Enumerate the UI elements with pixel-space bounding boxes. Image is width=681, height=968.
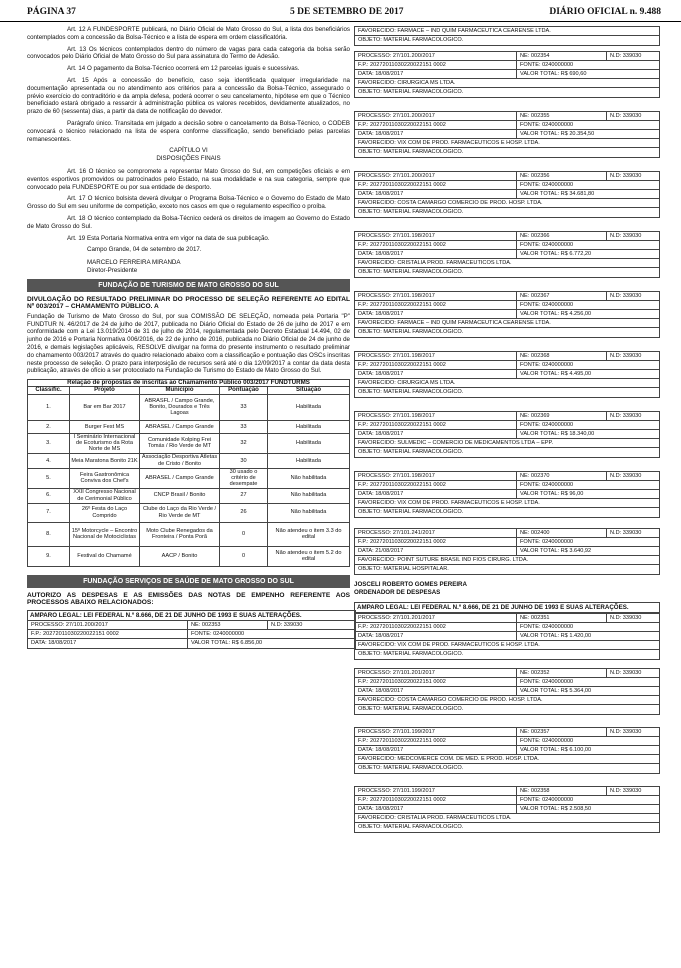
- cell-municipio: Associação Desportiva Atletas de Cristo / Bonito: [140, 453, 220, 468]
- fp: F.P.: 20272011030220022151 0002: [355, 538, 517, 546]
- article-19: Art. 19 Esta Portaria Normativa entra em vigor na data de sua publicação.: [67, 234, 270, 242]
- expense-block: [354, 727, 660, 774]
- ordenador-signature: [354, 581, 660, 596]
- favorecido: FAVORECIDO: VIX COM DE PROD. FARMACEUTICOS E HOSP. LTDA.: [358, 140, 540, 146]
- article-17: Art. 17 O técnico bolsista deverá divulgar o Programa Bolsa-Técnico e o Governo do Estado de Mato Grosso do Sul em seu uniforme de competição, exceto nos casos em que o regulamento específico o proíba.: [27, 195, 350, 211]
- fonte: FONTE: 0240000000: [520, 122, 574, 128]
- expense-blocks-a: [354, 51, 660, 458]
- col-classific: Classific.: [28, 387, 70, 394]
- fonte: FONTE: 0240000000: [520, 242, 574, 248]
- article-13: Art. 13 Os técnicos contemplados dentro do número de vagas para cada categoria da bolsa serão convocados pelo Diário Oficial de Mato Grosso do Sul para assinatura do Termo de Adesão.: [27, 45, 350, 61]
- ne: NE: 002400: [517, 529, 607, 537]
- objeto: OBJETO: MATERIAL FARMACOLOGICO.: [358, 389, 464, 395]
- valor-total: VALOR TOTAL: R$ 4.495,00: [520, 371, 592, 377]
- section-funsau: FUNDAÇÃO SERVIÇOS DE SAÚDE DE MATO GROSSO DO SUL: [27, 575, 350, 588]
- favorecido: FAVORECIDO: VIX COM DE PROD. FARMACEUTICOS E HOSP. LTDA.: [358, 500, 540, 506]
- table-row: [28, 433, 350, 453]
- valor-total: VALOR TOTAL: R$ 18.340,00: [520, 431, 595, 437]
- left-column: [27, 26, 350, 649]
- favorecido: FAVORECIDO: SULMEDIC – COMERCIO DE MEDICAMENTOS LTDA – EPP.: [358, 440, 554, 446]
- ne: NE: 002355: [517, 112, 607, 120]
- article-15: Art. 15 Após a concessão do benefício, caso seja identificada qualquer irregularidade na documentação apresentada ou no atendimento aos critérios para a concessão da Bolsa-Técnico, assegurado o prévio exercício do contraditório e da ampla defesa, poderá ocorrer o seu cancelamento, hipótese em que o Técnico beneficiado estará obrigado a ressarcir à administração pública os valores recebidos, devidamente atualizados, no prazo de 60 (sessenta) dias, a partir da data de notificação do devedor.: [27, 76, 350, 116]
- nd: N.D: 339030: [610, 53, 642, 59]
- valor-total: VALOR TOTAL: R$ 34.681,80: [520, 191, 595, 197]
- cell-classific: 1.: [28, 394, 70, 420]
- right-column: [354, 26, 660, 833]
- cell-pontuacao: 26: [220, 503, 268, 522]
- cell-situacao: Não habilitada: [268, 488, 350, 503]
- fp: F.P.: 20272011030220022151 0002: [355, 678, 517, 686]
- processo: PROCESSO: 27/101.200/2017: [355, 112, 517, 120]
- cell-municipio: ABRASEL / Campo Grande: [140, 468, 220, 488]
- fp: F.P.: 20272011030220022151 0002: [355, 361, 517, 369]
- cell-municipio: ABRASEL / Campo Grande: [140, 420, 220, 433]
- cell-classific: 9.: [28, 546, 70, 566]
- cell-pontuacao: 33: [220, 394, 268, 420]
- objeto: OBJETO: MATERIAL FARMACOLOGICO.: [358, 37, 464, 43]
- ne: NE: 002354: [517, 52, 607, 60]
- cell-projeto: XXII Congresso Nacional de Cerimonial Público: [70, 488, 140, 503]
- objeto: OBJETO: MATERIAL FARMACOLOGICO.: [358, 765, 464, 772]
- cell-projeto: Meia Maratona Bonito 21K: [70, 453, 140, 468]
- valor-total: VALOR TOTAL: R$ 6.772,20: [520, 251, 592, 257]
- ne: NE: 002357: [517, 728, 607, 736]
- expense-block: [354, 613, 660, 660]
- fonte: FONTE: 0240000000: [520, 797, 574, 804]
- fonte: FONTE: 0240000000: [520, 62, 574, 68]
- cell-situacao: Habilitada: [268, 433, 350, 453]
- nd: N.D: 339030: [610, 788, 642, 795]
- expense-block: [354, 471, 660, 518]
- paragraph-unico: Parágrafo único. Transitada em julgado a decisão sobre o cancelamento da Bolsa-Técnico, o CODEB convocará o técnico relacionado na lista de espera conforme classificação, sendo beneficiado pelas parcelas remanescentes.: [27, 119, 350, 143]
- fp: F.P.: 20272011030220022151 0002: [355, 121, 517, 129]
- nd: N.D: 339030: [610, 413, 642, 419]
- processo: PROCESSO: 27/101.199/2017: [355, 728, 517, 736]
- fp: F.P.: 20272011030220022151 0002: [355, 623, 517, 631]
- objeto: OBJETO: MATERIAL FARMACOLOGICO.: [358, 824, 464, 831]
- ne: NE: 002351: [517, 614, 607, 622]
- objeto: OBJETO: MATERIAL FARMACOLOGICO.: [358, 329, 464, 335]
- valor-total: VALOR TOTAL: R$ 20.354,50: [520, 131, 595, 137]
- signer-name: MARCELO FERREIRA MIRANDA: [87, 259, 181, 267]
- authorization-text: AUTORIZO AS DESPESAS E AS EMISSÕES DAS NOTAS DE EMPENHO REFERENTE AOS PROCESSOS ABAIXO RELACIONADOS:: [27, 591, 350, 607]
- expense-block: [354, 231, 660, 278]
- fp: F.P.: 20272011030220022151 0002: [355, 796, 517, 804]
- data: DATA: 18/08/2017: [355, 190, 517, 198]
- processo: PROCESSO: 27/101.198/2017: [355, 412, 517, 420]
- signer-name: JOSCELI ROBERTO GOMES PEREIRA: [354, 581, 467, 588]
- favorecido: FAVORECIDO: POINT SUTURE BRASIL IND FIOS CIRURG. LTDA.: [358, 557, 529, 563]
- valor-total: VALOR TOTAL: R$ 690,60: [520, 71, 587, 77]
- cell-projeto: Burger Fest MS: [70, 420, 140, 433]
- objeto: OBJETO: MATERIAL FARMACOLOGICO.: [358, 706, 464, 713]
- cell-projeto: Feira Gastronômica Conviva dos Chef's: [70, 468, 140, 488]
- ne: NE: 002356: [517, 172, 607, 180]
- valor-total: VALOR TOTAL: R$ 6.856,00: [191, 639, 263, 646]
- objeto: OBJETO: MATERIAL FARMACOLOGICO.: [358, 209, 464, 215]
- expense-block: [354, 111, 660, 158]
- expense-block: [354, 171, 660, 218]
- data: DATA: 18/08/2017: [355, 430, 517, 438]
- notice-body: Fundação de Turismo de Mato Grosso do Sul, por sua COMISSÃO DE SELEÇÃO, nomeada pela Portaria "P" FUNDTUR N. 46/2017 de 24 de julho de 2017, publicada no Diário Oficial do Estado de 26 de julho de 2017 e em conformidade com a Lei 13.019/2014 de 31 de julho de 2014, regulamentada pelo Decreto Estadual 14.494, 02 de junho de 2016 e Portaria Normativa 006/2016, de 22 de junho de 2016, publicada no Diário Oficial de 24 de junho de 2016, e demais legislações aplicáveis, RESOLVE divulgar na forma do presente instrumento o resultado preliminar do chamamento 003/2017 através do quadro relacionado abaixo com a classificação e pontuação das OSCs inscritas neste processo de seleção. O prazo para interposição de recursos será até o dia 12/09/2017 a contar da data desta publicação, através de ofício a ser protocolado na Fundação de Turismo do Estado de Mato Grosso do Sul.: [27, 312, 350, 375]
- processo: PROCESSO: 27/101.199/2017: [355, 787, 517, 795]
- cell-situacao: Habilitada: [268, 394, 350, 420]
- objeto: OBJETO: MATERIAL FARMACOLOGICO.: [358, 509, 464, 515]
- col-situacao: Situação: [268, 387, 350, 394]
- nd: N.D: 339030: [610, 173, 642, 179]
- cell-pontuacao: 0: [220, 546, 268, 566]
- valor-total: VALOR TOTAL: R$ 1.420,00: [520, 633, 592, 640]
- processo: PROCESSO: 27/101.198/2017: [355, 352, 517, 360]
- favorecido: FAVORECIDO: CIRURGICA MS LTDA.: [358, 380, 456, 386]
- valor-total: VALOR TOTAL: R$ 6.100,00: [520, 747, 592, 754]
- fonte: FONTE: 0240000000: [520, 422, 574, 428]
- data: DATA: 18/08/2017: [355, 687, 517, 695]
- nd: N.D: 339030: [610, 293, 642, 299]
- cell-classific: 7.: [28, 503, 70, 522]
- expense-block: [354, 786, 660, 833]
- data: DATA: 18/08/2017: [355, 805, 517, 813]
- ne: NE: 002368: [517, 352, 607, 360]
- processo: PROCESSO: 27/101.201/2017: [355, 669, 517, 677]
- cell-classific: 4.: [28, 453, 70, 468]
- cell-municipio: AACP / Bonito: [140, 546, 220, 566]
- favorecido: FAVORECIDO: CRISTALIA PROD. FARMACEUTICOS LTDA.: [358, 815, 512, 822]
- fonte: FONTE: 0240000000: [520, 539, 574, 545]
- expense-block: [354, 411, 660, 458]
- valor-total: VALOR TOTAL: R$ 4.256,00: [520, 311, 592, 317]
- cell-pontuacao: 30 usado o critério de desempate: [220, 468, 268, 488]
- valor-total: VALOR TOTAL: R$ 2.508,50: [520, 806, 592, 813]
- expense-block: [354, 668, 660, 715]
- table-row: [28, 420, 350, 433]
- favorecido: FAVORECIDO: FARMACE – IND QUIM FARMACEUTICA CEARENSE LTDA.: [358, 28, 551, 34]
- cell-projeto: 26º Festa do Laço Comprido: [70, 503, 140, 522]
- table-row: [28, 503, 350, 522]
- nd: N.D: 339030: [610, 353, 642, 359]
- expense-block: [354, 291, 660, 338]
- cell-pontuacao: 32: [220, 433, 268, 453]
- fonte: FONTE: 0240000000: [191, 630, 245, 637]
- data: DATA: 18/08/2017: [355, 310, 517, 318]
- place-date: Campo Grande, 04 de setembro de 2017.: [87, 246, 202, 254]
- favorecido: FAVORECIDO: COSTA CAMARGO COMERCIO DE PROD. HOSP. LTDA.: [358, 200, 543, 206]
- cell-situacao: Não atendeu o item 5.2 do edital: [268, 546, 350, 566]
- cell-pontuacao: 33: [220, 420, 268, 433]
- objeto: OBJETO: MATERIAL HOSPITALAR.: [358, 566, 449, 572]
- processo: PROCESSO: 27/101.200/2017: [355, 52, 517, 60]
- amparo-legal: AMPARO LEGAL: LEI FEDERAL N.º 8.666, DE 21 DE JUNHO DE 1993 E SUAS ALTERAÇÕES.: [355, 603, 659, 613]
- cell-classific: 5.: [28, 468, 70, 488]
- cell-situacao: Não habilitada: [268, 468, 350, 488]
- objeto: OBJETO: MATERIAL FARMACOLOGICO.: [358, 449, 464, 455]
- ne: NE: 002370: [517, 472, 607, 480]
- objeto: OBJETO: MATERIAL FARMACOLOGICO.: [358, 89, 464, 95]
- fonte: FONTE: 0240000000: [520, 679, 574, 686]
- data: DATA: 18/08/2017: [28, 639, 188, 648]
- processo: PROCESSO: 27/101.241/2017: [355, 529, 517, 537]
- valor-total: VALOR TOTAL: R$ 5.364,00: [520, 688, 592, 695]
- signer-role: Diretor-Presidente: [87, 266, 138, 274]
- nd: N.D: 339030: [610, 670, 642, 677]
- article-16: Art. 16 O técnico se compromete a representar Mato Grosso do Sul, em competições oficiais e em eventos esportivos promovidos ou patrocinados pelo Estado, na sua modalidade e na sua categoria, sempre que convocado pela FUNDESPORTE ou por sua entidade de desporto.: [27, 167, 350, 191]
- article-14: Art. 14 O pagamento da Bolsa-Técnico ocorrerá em 12 parcelas iguais e sucessivas.: [67, 65, 300, 73]
- favorecido: FAVORECIDO: MEDCOMERCE COM. DE MED. E PROD. HOSP. LTDA.: [358, 756, 540, 763]
- fonte: FONTE: 0240000000: [520, 624, 574, 631]
- nd: N.D: 339030: [610, 473, 642, 479]
- table-row: [28, 453, 350, 468]
- notice-title: DIVULGAÇÃO DO RESULTADO PRELIMINAR DO PROCESSO DE SELEÇÃO REFERENTE AO EDITAL Nº 003/2017 – CHAMAMENTO PÚBLICO. A: [27, 295, 350, 311]
- cell-classific: 6.: [28, 488, 70, 503]
- cell-situacao: Habilitada: [268, 420, 350, 433]
- fp: F.P.: 20272011030220022151 0002: [355, 301, 517, 309]
- fonte: FONTE: 0240000000: [520, 182, 574, 188]
- cell-classific: 8.: [28, 522, 70, 546]
- favorecido: FAVORECIDO: CIRURGICA MS LTDA.: [358, 80, 456, 86]
- page-date: 5 DE SETEMBRO DE 2017: [290, 7, 404, 17]
- page-header: [0, 0, 681, 22]
- data: DATA: 18/08/2017: [355, 370, 517, 378]
- fp: F.P.: 20272011030220022151 0002: [355, 737, 517, 745]
- ne: NE: 002366: [517, 232, 607, 240]
- col-municipio: Município: [140, 387, 220, 394]
- fp: F.P.: 20272011030220022151 0002: [355, 61, 517, 69]
- ne: NE: 002352: [517, 669, 607, 677]
- amparo-box: [354, 602, 660, 613]
- fp: F.P.: 20272011030220022151 0002: [28, 630, 188, 638]
- favorecido: FAVORECIDO: CRISTALIA PROD. FARMACEUTICOS LTDA.: [358, 260, 512, 266]
- fonte: FONTE: 0240000000: [520, 362, 574, 368]
- cell-projeto: I Seminário Internacional de Ecoturismo da Rota Norte de MS: [70, 433, 140, 453]
- processo: PROCESSO: 27/101.198/2017: [355, 232, 517, 240]
- cell-municipio: Clube do Laço da Rio Verde / Rio Verde de MT: [140, 503, 220, 522]
- favorecido: FAVORECIDO: COSTA CAMARGO COMERCIO DE PROD. HOSP. LTDA.: [358, 697, 543, 704]
- chapter-title: DISPOSIÇÕES FINAIS: [156, 155, 221, 163]
- cell-situacao: Habilitada: [268, 453, 350, 468]
- nd: N.D: 339030: [610, 530, 642, 536]
- page-number: PÁGINA 37: [27, 7, 76, 17]
- objeto: OBJETO: MATERIAL FARMACOLOGICO.: [358, 651, 464, 658]
- fp: F.P.: 20272011030220022151 0002: [355, 181, 517, 189]
- valor-total: VALOR TOTAL: R$ 96,00: [520, 491, 584, 497]
- fonte: FONTE: 0240000000: [520, 482, 574, 488]
- proposals-table: [27, 379, 350, 566]
- favorecido: FAVORECIDO: VIX COM DE PROD. FARMACEUTICOS E HOSP. LTDA.: [358, 642, 540, 649]
- valor-total: VALOR TOTAL: R$ 3.640,92: [520, 548, 592, 554]
- expense-block: [354, 528, 660, 575]
- data: DATA: 18/08/2017: [355, 70, 517, 78]
- objeto: OBJETO: MATERIAL FARMACOLOGICO.: [358, 269, 464, 275]
- data: DATA: 18/08/2017: [355, 746, 517, 754]
- ne: NE: 002367: [517, 292, 607, 300]
- table-row: [28, 522, 350, 546]
- data: DATA: 18/08/2017: [355, 130, 517, 138]
- cell-pontuacao: 27: [220, 488, 268, 503]
- amparo-legal: AMPARO LEGAL: LEI FEDERAL N.º 8.666, DE 21 DE JUNHO DE 1993 E SUAS ALTERAÇÕES.: [28, 611, 355, 621]
- legal-box: [27, 610, 356, 649]
- fonte: FONTE: 0240000000: [520, 302, 574, 308]
- expense-blocks-b: [354, 471, 660, 575]
- objeto: OBJETO: MATERIAL FARMACOLOGICO.: [358, 149, 464, 155]
- chapter-number: CAPÍTULO VI: [169, 147, 208, 155]
- processo: PROCESSO: 27/101.201/2017: [355, 614, 517, 622]
- expense-block: [354, 351, 660, 398]
- ne: NE: 002358: [517, 787, 607, 795]
- cell-projeto: Festival do Chamamé: [70, 546, 140, 566]
- section-fundtur: FUNDAÇÃO DE TURISMO DE MATO GROSSO DO SUL: [27, 279, 350, 292]
- col-projeto: Projeto: [70, 387, 140, 394]
- fonte: FONTE: 0240000000: [520, 738, 574, 745]
- fp: F.P.: 20272011030220022151 0002: [355, 241, 517, 249]
- cell-situacao: Não atendeu o item 3.3 do edital: [268, 522, 350, 546]
- article-12: Art. 12 A FUNDESPORTE publicará, no Diário Oficial de Mato Grosso do Sul, a lista dos beneficiários contemplados com a concessão da Bolsa-Técnico e a lista de espera em ordem classificatória.: [27, 26, 350, 41]
- cell-projeto: Bar em Bar 2017: [70, 394, 140, 420]
- signer-role: ORDENADOR DE DESPESAS: [354, 588, 441, 596]
- processo: PROCESSO: 27/101.198/2017: [355, 472, 517, 480]
- expense-block-top: [354, 26, 660, 46]
- nd: N.D: 339030: [610, 615, 642, 622]
- article-18: Art. 18 O técnico contemplado da Bolsa-Técnico cederá os direitos de imagem ao Governo do Estado de Mato Grosso do Sul.: [27, 214, 350, 230]
- data: DATA: 18/08/2017: [355, 632, 517, 640]
- fp: F.P.: 20272011030220022151 0002: [355, 481, 517, 489]
- data: DATA: 18/08/2017: [355, 250, 517, 258]
- expense-block: [354, 51, 660, 98]
- processo: PROCESSO: 27/101.200/2017: [355, 172, 517, 180]
- nd: N.D: 339030: [610, 729, 642, 736]
- col-pontuacao: Pontuação: [220, 387, 268, 394]
- cell-pontuacao: 30: [220, 453, 268, 468]
- cell-municipio: Comunidade Kolping Frei Tomás / Rio Verde de MT: [140, 433, 220, 453]
- expense-blocks-c: [354, 613, 660, 833]
- cell-municipio: ABRASFL / Campo Grande, Bonito, Dourados e Três Lagoas: [140, 394, 220, 420]
- table-row: [28, 488, 350, 503]
- ne: NE: 002353: [188, 621, 268, 629]
- ne: NE: 002369: [517, 412, 607, 420]
- cell-classific: 2.: [28, 420, 70, 433]
- fp: F.P.: 20272011030220022151 0002: [355, 421, 517, 429]
- cell-projeto: 15º Motorcycle – Encontro Nacional de Motociclistas: [70, 522, 140, 546]
- cell-municipio: Moto Clube Renegados da Fronteira / Ponta Porã: [140, 522, 220, 546]
- chapter-heading: [27, 147, 350, 163]
- nd: N.D: 339030: [610, 113, 642, 119]
- nd: N.D: 339030: [271, 621, 303, 628]
- processo: PROCESSO: 27/101.200/2017: [28, 621, 188, 629]
- table-row: [28, 468, 350, 488]
- table-caption: Relação de propostas de inscritas ao Chamamento Público 003/2017 FUNDTURMS: [28, 380, 350, 387]
- cell-municipio: CNCP Brasil / Bonito: [140, 488, 220, 503]
- journal-title: DIÁRIO OFICIAL n. 9.488: [549, 7, 661, 17]
- table-row: [28, 394, 350, 420]
- cell-pontuacao: 0: [220, 522, 268, 546]
- table-row: [28, 546, 350, 566]
- data: DATA: 18/08/2017: [355, 490, 517, 498]
- cell-situacao: Não habilitada: [268, 503, 350, 522]
- data: DATA: 21/08/2017: [355, 547, 517, 555]
- nd: N.D: 339030: [610, 233, 642, 239]
- processo: PROCESSO: 27/101.198/2017: [355, 292, 517, 300]
- favorecido: FAVORECIDO: FARMACE – IND QUIM FARMACEUTICA CEARENSE LTDA.: [358, 320, 551, 326]
- cell-classific: 3.: [28, 433, 70, 453]
